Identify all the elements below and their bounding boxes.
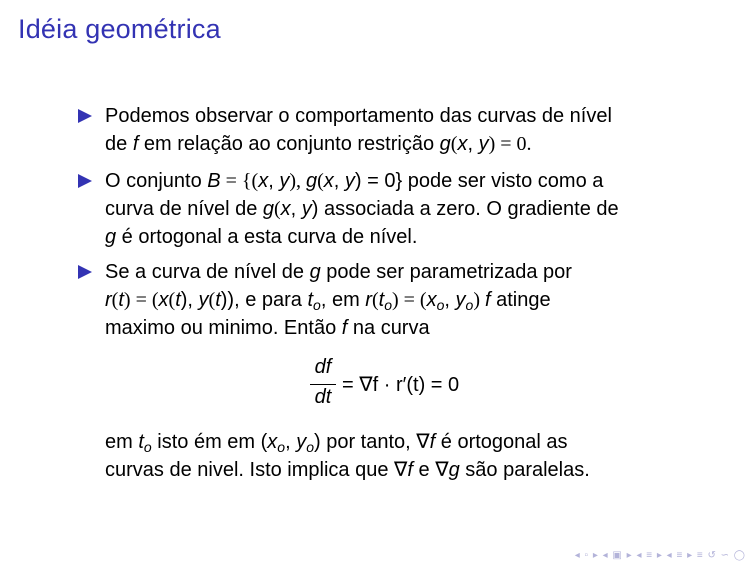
fraction-denominator: dt [314, 386, 332, 408]
math-var: B [207, 170, 221, 192]
math-var: f [132, 133, 139, 155]
math-var: y [455, 289, 466, 311]
text-span: isto ém em ( [151, 431, 268, 453]
slide-title: Idéia geométrica [18, 14, 221, 44]
math-subscript: o [306, 439, 314, 455]
text-span: pode ser parametrizada por [320, 261, 572, 283]
bullet-triangle-icon [78, 109, 92, 123]
math-var: g [439, 133, 451, 155]
text-span: , [444, 289, 456, 311]
text-span: , [268, 170, 280, 192]
math-symbol: ) = 0. [488, 133, 532, 155]
math-var: t [215, 289, 221, 311]
math-var: x [323, 170, 334, 192]
math-symbol: ( [371, 289, 379, 311]
math-var: t [307, 289, 314, 311]
math-var: y [279, 170, 290, 192]
text-span: em [105, 431, 139, 453]
text-span: maximo ou minimo. Então [105, 317, 342, 339]
text-line [105, 197, 619, 221]
bullet-triangle-icon [78, 174, 92, 188]
math-symbol: ( [274, 198, 281, 220]
text-line [105, 430, 568, 459]
text-line [105, 288, 551, 317]
text-span: ) por tanto, ∇ [314, 431, 430, 453]
math-var: g [305, 170, 318, 192]
math-var: y [344, 170, 355, 192]
text-line [105, 458, 590, 482]
math-var: f [341, 317, 348, 339]
math-subscript: o [313, 297, 321, 313]
text-span: na curva [347, 317, 430, 339]
math-subscript: o [465, 297, 474, 313]
math-var: x [258, 170, 269, 192]
equation-rhs: = ∇f · r′(t) = 0 [342, 374, 460, 396]
math-var: g [448, 459, 460, 481]
math-var: t [118, 289, 124, 311]
fraction-numerator: df [314, 356, 332, 378]
beamer-navigation-bar[interactable]: ◂ ▫ ▸ ◂ ▣ ▸ ◂ ≡ ▸ ◂ ≡ ▸ ≡ ↺ ∽ ◯ [574, 550, 746, 561]
text-span: Se a curva de nível de [105, 261, 310, 283]
math-var: r [365, 289, 372, 311]
text-span: é ortogonal as [435, 431, 568, 453]
text-span: ) = 0} pode ser visto como a [354, 170, 604, 192]
math-var: t [138, 431, 144, 453]
math-symbol: ( [317, 170, 324, 192]
math-var: x [158, 289, 169, 311]
text-span: atinge [490, 289, 551, 311]
math-var: f [429, 431, 436, 453]
text-line [105, 104, 612, 128]
text-span: curvas de nivel. Isto implica que ∇ [105, 459, 408, 481]
text-span: ) associada a zero. O gradiente de [311, 198, 619, 220]
text-span: de [105, 133, 133, 155]
text-line [105, 316, 430, 340]
text-span: são paralelas. [459, 459, 590, 481]
text-span: , em [320, 289, 366, 311]
math-subscript: o [436, 297, 445, 313]
text-span: e ∇ [412, 459, 449, 481]
display-equation [308, 356, 568, 412]
text-span: em relação ao conjunto restrição [138, 133, 440, 155]
text-span: é ortogonal a esta curva de nível. [116, 226, 418, 248]
text-span: Podemos observar o comportamento das curvas de nível [105, 105, 612, 127]
text-line [105, 132, 532, 156]
math-subscript: o [277, 439, 286, 455]
math-symbol: ( [111, 289, 119, 311]
math-symbol: ) = ( [123, 289, 159, 311]
math-var: x [426, 289, 437, 311]
math-symbol: = {( [220, 170, 259, 192]
math-var: g [105, 226, 117, 248]
text-span: , [290, 198, 302, 220]
math-var: t [378, 289, 385, 311]
text-span: , [333, 170, 345, 192]
math-var: f [484, 289, 491, 311]
text-line [105, 225, 417, 249]
math-symbol: ( [168, 289, 176, 311]
math-var: x [457, 133, 468, 155]
text-line [105, 260, 572, 284]
text-line [105, 169, 603, 193]
math-var: x [267, 431, 278, 453]
bullet-triangle-icon [78, 265, 92, 279]
math-var: x [280, 198, 291, 220]
text-span: ), [180, 289, 199, 311]
math-var: y [301, 198, 312, 220]
math-symbol: ) = ( [391, 289, 427, 311]
math-var: y [478, 133, 489, 155]
math-subscript: o [384, 297, 392, 313]
text-span: , [285, 431, 297, 453]
math-subscript: o [143, 439, 152, 455]
math-var: y [198, 289, 209, 311]
math-var: t [175, 289, 181, 311]
math-var: r [105, 289, 112, 311]
math-var: y [296, 431, 307, 453]
fraction-bar [310, 384, 336, 385]
math-symbol: ) [473, 289, 485, 311]
math-var: g [309, 261, 321, 283]
math-symbol: ( [450, 133, 458, 155]
text-span: O conjunto [105, 170, 208, 192]
math-symbol: ( [208, 289, 216, 311]
math-var: g [262, 198, 274, 220]
text-span: , [467, 133, 479, 155]
text-span: )), e para [220, 289, 308, 311]
text-span: curva de nível de [105, 198, 263, 220]
math-var: f [407, 459, 413, 481]
math-symbol: ), [289, 170, 306, 192]
